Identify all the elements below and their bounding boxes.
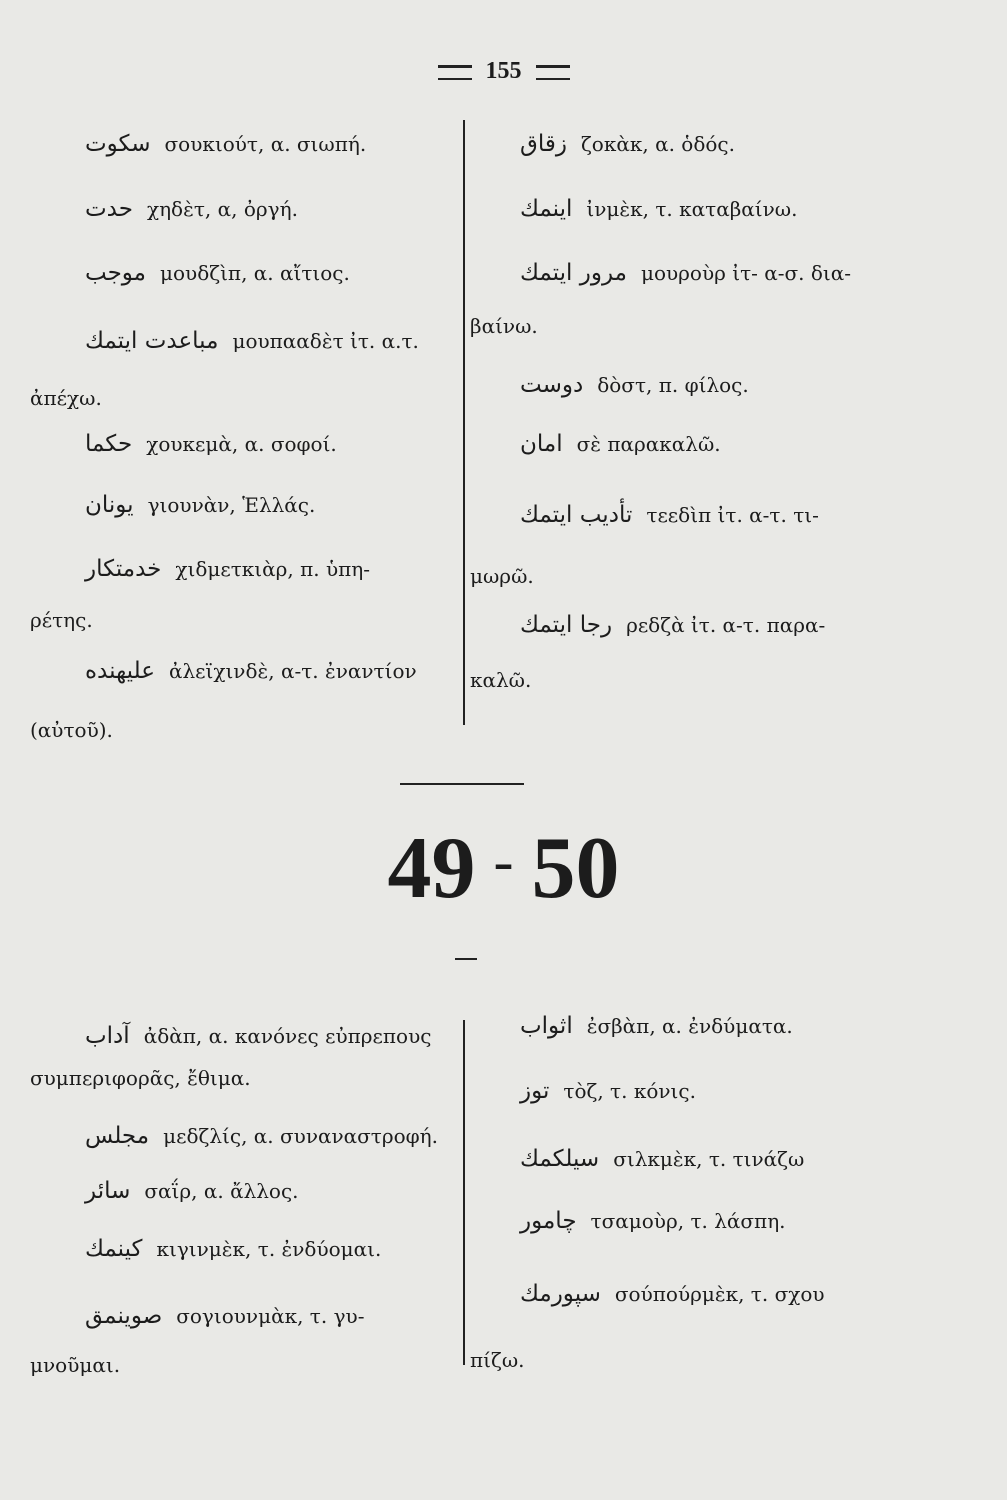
entry-line — [85, 660, 417, 683]
entry-line — [520, 614, 825, 637]
entry-line — [85, 1025, 431, 1048]
entry-ottoman: سكوت — [85, 131, 151, 157]
ornament-left-icon — [438, 65, 472, 80]
entry-greek: μουδζὶπ, α. αἴτιος. — [160, 261, 350, 285]
entry-greek: κιγινμὲκ, τ. ἐνδύομαι. — [156, 1237, 382, 1261]
entry-ottoman: عليهنده — [85, 658, 155, 684]
entry-ottoman: مباعدت ايتمك — [85, 328, 219, 354]
entry-line — [520, 374, 749, 397]
entry-line — [30, 388, 102, 408]
entry-line — [470, 316, 538, 336]
entry-ottoman: رجا ايتمك — [520, 612, 613, 638]
entry-ottoman: سيلكمك — [520, 1146, 600, 1172]
short-rule — [455, 958, 477, 960]
entry-ottoman: خدمتكار — [85, 556, 162, 582]
entry-ottoman: دوست — [520, 372, 584, 398]
entry-line — [520, 1148, 804, 1171]
entry-greek: μεδζλίς, α. συναναστροφή. — [163, 1124, 439, 1148]
entry-line — [520, 433, 721, 456]
entry-greek: χιδμετκιὰρ, π. ὑπη- — [175, 557, 371, 581]
entry-greek: σούπούρμὲκ, τ. σχου — [614, 1282, 825, 1306]
entry-ottoman: زقاق — [520, 131, 567, 157]
entry-greek: μουροὺρ ἰτ- α-σ. δια- — [640, 261, 852, 285]
entry-greek: ἀλεϊχινδὲ, α-τ. ἐναντίον — [168, 659, 417, 683]
entry-line — [30, 610, 93, 630]
entry-line — [470, 1350, 525, 1370]
entry-greek: τσαμοὺρ, τ. λάσπη. — [590, 1209, 786, 1233]
entry-ottoman: اينمك — [520, 196, 573, 222]
entry-line — [520, 198, 797, 221]
entry-greek: γιουνὰν, Ἑλλάς. — [147, 493, 316, 517]
entry-greek: πίζω. — [470, 1348, 525, 1372]
entry-ottoman: چامور — [520, 1208, 577, 1234]
entry-ottoman: اثواب — [520, 1013, 573, 1039]
entry-greek: τὸζ, τ. κόνις. — [563, 1079, 696, 1103]
lesson-to: 50 — [531, 820, 620, 917]
entry-greek: ἀπέχω. — [30, 386, 102, 410]
entry-ottoman: توز — [520, 1078, 550, 1104]
entry-greek: βαίνω. — [470, 314, 538, 338]
entry-ottoman: سائر — [85, 1178, 131, 1204]
entry-greek: ἰνμὲκ, τ. καταβαίνω. — [586, 197, 798, 221]
entry-greek: σαΐρ, α. ἄλλος. — [144, 1179, 299, 1203]
entry-line — [85, 262, 350, 285]
entry-greek: μουπααδὲτ ἰτ. α.τ. — [232, 329, 419, 353]
entry-greek: χηδὲτ, α, ὀργή. — [146, 197, 298, 221]
entry-greek: χουκεμὰ, α. σοφοί. — [146, 432, 337, 456]
entry-greek: δὸστ, π. φίλος. — [597, 373, 749, 397]
entry-greek: ἐσβὰπ, α. ἐνδύματα. — [586, 1014, 793, 1038]
section-rule — [400, 783, 524, 785]
entry-line — [85, 1125, 438, 1148]
entry-greek: μωρῶ. — [470, 564, 534, 588]
page-header — [0, 58, 1007, 85]
lesson-from: 49 — [387, 820, 476, 917]
ornament-right-icon — [536, 65, 570, 80]
entry-greek: ρέτης. — [30, 608, 93, 632]
entry-line — [30, 1355, 120, 1375]
entry-greek: μνοῦμαι. — [30, 1353, 121, 1377]
entry-greek: συμπεριφορᾶς, ἔθιμα. — [30, 1066, 251, 1090]
entry-line — [85, 133, 366, 156]
lesson-heading — [0, 820, 1007, 917]
entry-ottoman: مرور ايتمك — [520, 260, 627, 286]
entry-ottoman: حدت — [85, 196, 133, 222]
column-divider-bottom — [463, 1020, 465, 1365]
entry-line — [520, 1080, 696, 1103]
entry-ottoman: يونان — [85, 492, 134, 518]
entry-line — [520, 504, 819, 527]
entry-greek: σογιουνμὰκ, τ. γυ- — [176, 1304, 365, 1328]
entry-greek: (αὐτοῦ). — [30, 718, 113, 742]
entry-line — [85, 494, 315, 517]
entry-line — [85, 558, 370, 581]
entry-greek: καλῶ. — [470, 668, 532, 692]
entry-greek: σὲ παρακαλῶ. — [576, 432, 721, 456]
entry-line — [85, 1238, 381, 1261]
entry-line — [520, 262, 851, 285]
entry-ottoman: حكما — [85, 431, 133, 457]
entry-ottoman: موجب — [85, 260, 147, 286]
entry-line — [470, 670, 531, 690]
entry-greek: ἀδὰπ, α. κανόνες εὐπρεπους — [143, 1024, 432, 1048]
entry-greek: σουκιούτ, α. σιωπή. — [164, 132, 367, 156]
entry-ottoman: تأديب ايتمك — [520, 502, 633, 528]
entry-line — [85, 1180, 299, 1203]
entry-greek: σιλκμὲκ, τ. τινάζω — [613, 1147, 805, 1171]
entry-ottoman: كينمك — [85, 1236, 143, 1262]
entry-line — [520, 1015, 793, 1038]
entry-line — [30, 720, 113, 740]
entry-line — [85, 433, 337, 456]
entry-ottoman: مجلس — [85, 1123, 150, 1149]
entry-line — [520, 133, 735, 156]
entry-ottoman: امان — [520, 431, 563, 457]
entry-greek: τεεδὶπ ἰτ. α-τ. τι- — [646, 503, 819, 527]
entry-line — [85, 330, 419, 353]
entry-line — [520, 1210, 786, 1233]
entry-ottoman: سپورمك — [520, 1281, 601, 1307]
entry-ottoman: صوينمق — [85, 1303, 163, 1329]
entry-ottoman: آداب — [85, 1023, 130, 1049]
lesson-separator: - — [493, 828, 514, 894]
entry-line — [520, 1283, 825, 1306]
entry-greek: ζοκὰκ, α. ὁδός. — [580, 132, 735, 156]
entry-line — [470, 566, 534, 586]
column-divider-top — [463, 120, 465, 725]
page-number: 155 — [485, 58, 522, 84]
entry-line — [85, 1305, 364, 1328]
entry-line — [85, 198, 298, 221]
entry-greek: ρεδζὰ ἰτ. α-τ. παρα- — [626, 613, 826, 637]
entry-line — [30, 1068, 251, 1088]
